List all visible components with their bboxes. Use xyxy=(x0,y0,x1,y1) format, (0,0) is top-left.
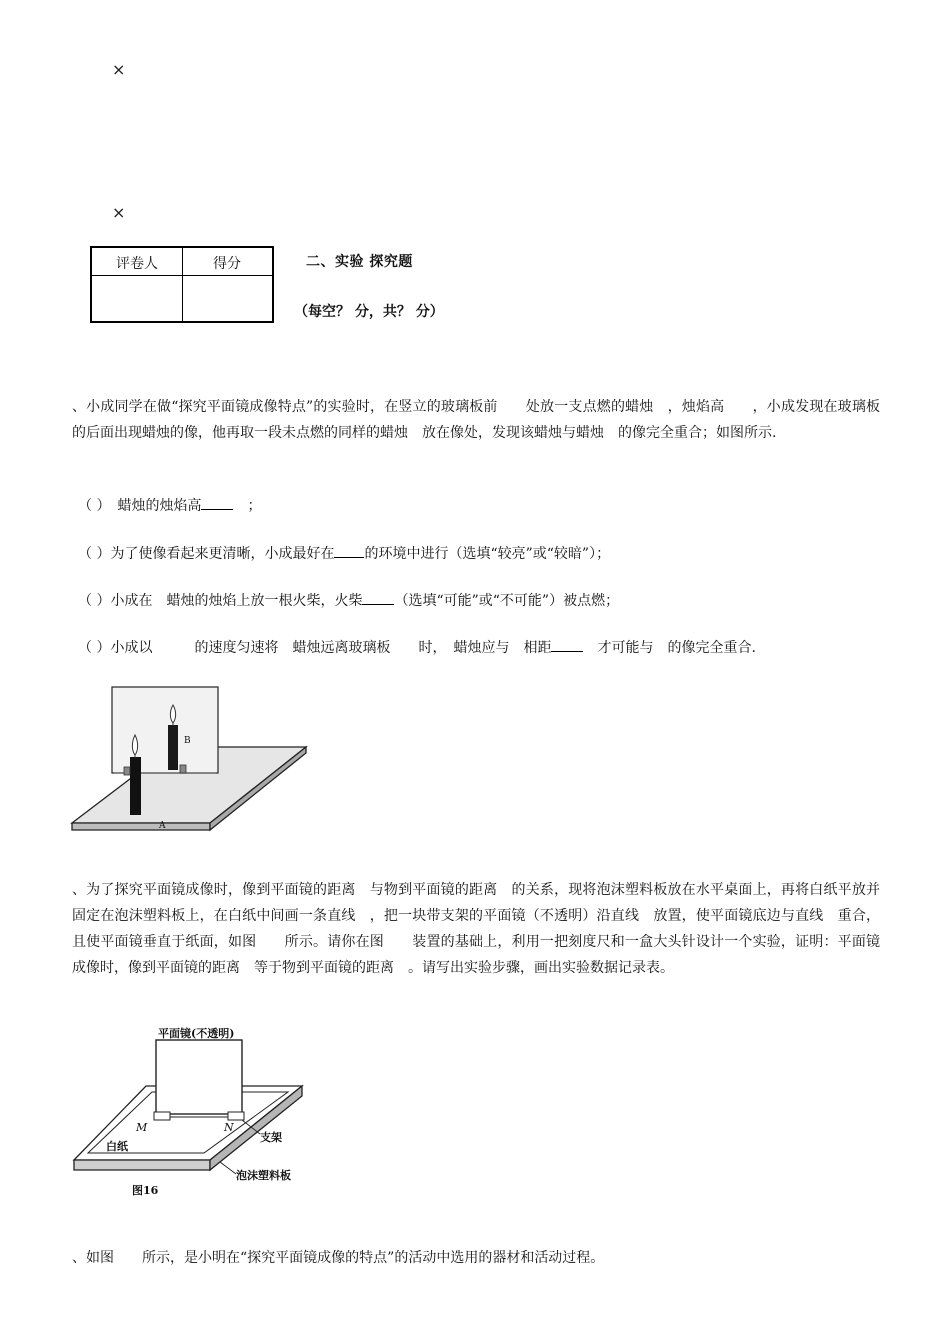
candle-mirror-figure xyxy=(70,685,310,833)
q2-stem: 、为了探究平面镜成像时，像到平面镜的距离 与物到平面镜的距离 的关系，现将泡沫塑料板放在水平桌面上，再将白纸平放并固定在泡沫塑料板上，在白纸中间画一条直线 ，把一块带支架的平面镜（不透明）沿直线 放置，使平面镜底边与直线 重合，且使平面镜垂直于纸面，如图 所示。请你在图 装置的基础上，利用一把刻度尺和一盒大头针设计一个实验，证明：平面镜成像时，像到平面镜的距离 等于物到平面镜的距离 。请写出实验步骤，画出实验数据记录表。 xyxy=(72,882,880,976)
q1-part2: （ ）为了使像看起来更清晰，小成最好在 的环境中进行（选填“较亮”或“较暗”）； xyxy=(78,543,610,563)
label-m: M xyxy=(136,1121,148,1134)
q1-stem: 、小成同学在做“探究平面镜成像特点”的实验时，在竖立的玻璃板前 处放一支点燃的蜡烛 ，烛焰高 ，小成发现在玻璃板的后面出现蜡烛的像，他再取一段未点燃的同样的蜡烛 放在像处，发现该蜡烛与蜡烛 的像完全重合；如图所示. xyxy=(72,399,880,441)
label-n: N xyxy=(224,1121,234,1134)
answer-blank[interactable] xyxy=(551,637,583,652)
q1-part4: （ ）小成以 的速度匀速将 蜡烛远离玻璃板 时， 蜡烛应与 相距 才可能与 的像完全重合. xyxy=(78,637,756,657)
label-a: A xyxy=(159,821,166,831)
figure-caption: 图16 xyxy=(132,1184,159,1197)
mirror-label: 平面镜(不透明) xyxy=(158,1027,235,1040)
paper-label: 白纸 xyxy=(106,1140,128,1153)
grading-table xyxy=(90,246,274,323)
reviewer-header: 评卷人 xyxy=(116,256,158,272)
label-b: B xyxy=(184,736,191,746)
answer-blank[interactable] xyxy=(201,495,233,510)
figure-16 xyxy=(70,1022,306,1200)
q1-part3: （ ）小成在 蜡烛的烛焰上放一根火柴，火柴 （选填“可能”或“不可能”）被点燃； xyxy=(78,590,619,610)
answer-blank[interactable] xyxy=(334,543,364,558)
foam-label: 泡沫塑料板 xyxy=(236,1169,291,1182)
score-header: 得分 xyxy=(213,256,241,272)
q3-stem: 、如图 所示，是小明在“探究平面镜成像的特点”的活动中选用的器材和活动过程。 xyxy=(72,1250,605,1266)
answer-blank[interactable] xyxy=(362,590,394,605)
section-title: 二、实验 探究题 xyxy=(306,254,413,270)
section-points: （每空？ 分，共？ 分） xyxy=(294,304,444,320)
cross-mark: × xyxy=(112,60,126,79)
q1-part1: （ ） 蜡烛的烛焰高 ； xyxy=(78,495,261,515)
cross-mark: × xyxy=(112,203,126,222)
stand-label: 支架 xyxy=(260,1131,282,1144)
